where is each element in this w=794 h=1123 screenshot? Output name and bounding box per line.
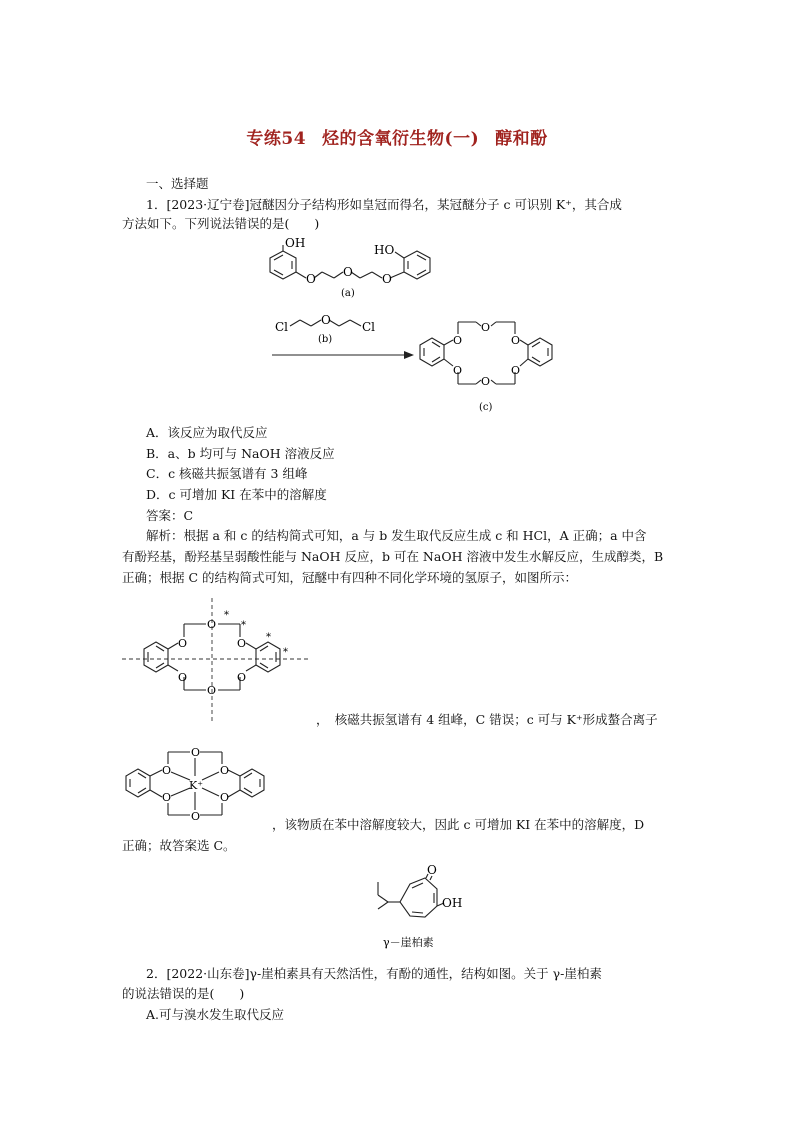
q2-stem-line2: 的说法错误的是( ) <box>122 986 245 1001</box>
atom-o: O <box>343 265 353 279</box>
atom-o: O <box>453 334 463 347</box>
atom-o: O <box>481 375 491 388</box>
atom-o: O <box>321 313 331 327</box>
structure-a <box>262 238 442 300</box>
atom-o: O <box>453 364 463 377</box>
q1-option-a: A．该反应为取代反应 <box>146 425 268 440</box>
atom-cl: Cl <box>275 320 289 334</box>
atom-o: O <box>220 764 230 777</box>
h-marker-star: * <box>266 632 271 643</box>
arrow-head <box>404 351 414 359</box>
q1-option-b: B．a、b 均可与 NaOH 溶液反应 <box>146 446 335 461</box>
structure-c <box>414 312 560 416</box>
atom-o: O <box>207 684 217 697</box>
h-marker-star: * <box>241 620 246 631</box>
h-marker-star: * <box>224 610 229 621</box>
atom-o: O <box>237 671 247 684</box>
q1-analysis-line1: 解析：根据 a 和 c 的结构简式可知，a 与 b 发生取代反应生成 c 和 HCl，A 正确；a 中含 <box>146 528 647 543</box>
atom-o: O <box>191 810 201 823</box>
atom-o: O <box>162 791 172 804</box>
q2-stem-line1: 2．[2022·山东卷]γ-崖柏素具有天然活性，有酚的通性，结构如图。关于 γ-崖柏素 <box>146 966 602 981</box>
atom-o: O <box>178 671 188 684</box>
atom-o: O <box>237 637 247 650</box>
q1-analysis-line2: 有酚羟基，酚羟基呈弱酸性能与 NaOH 反应，b 可在 NaOH 溶液中发生水解反应，生成醇类，B <box>122 549 664 564</box>
atom-ho: HO <box>374 243 395 257</box>
reaction-arrow-with-b <box>270 312 420 364</box>
atom-o: O <box>207 618 217 631</box>
atom-oh: OH <box>442 896 463 910</box>
atom-o: O <box>382 272 392 286</box>
h-marker-star: * <box>283 647 288 658</box>
q1-analysis-line3: 正确；根据 C 的结构简式可知，冠醚中有四种不同化学环境的氢原子，如图所示： <box>122 570 578 585</box>
atom-o: O <box>306 272 316 286</box>
structure-k-complex <box>120 738 270 834</box>
label-a: (a) <box>341 288 355 299</box>
atom-o: O <box>481 321 491 334</box>
q1-answer: 答案：C <box>146 508 194 523</box>
atom-k-plus: K⁺ <box>189 779 204 792</box>
q1-analysis-line5: ，该物质在苯中溶解度较大，因此 c 可增加 KI 在苯中的溶解度，D <box>272 817 645 832</box>
atom-cl: Cl <box>362 320 376 334</box>
structure-c-symmetry <box>118 596 318 724</box>
atom-oh: OH <box>285 236 306 250</box>
atom-o: O <box>191 746 201 759</box>
q1-analysis-line6: 正确；故答案选 C。 <box>122 838 236 853</box>
atom-o: O <box>427 863 437 877</box>
label-c: (c) <box>479 402 493 413</box>
q1-stem-line2: 方法如下。下列说法错误的是( ) <box>122 216 320 231</box>
q1-stem-line1: 1．[2023·辽宁卷]冠醚因分子结构形如皇冠而得名，某冠醚分子 c 可识别 K⁺，其合成 <box>146 197 622 212</box>
section-heading: 一、选择题 <box>146 176 209 191</box>
label-b: (b) <box>318 334 333 345</box>
atom-o: O <box>511 364 521 377</box>
atom-o: O <box>511 334 521 347</box>
q1-analysis-line4: ， 核磁共振氢谱有 4 组峰，C 错误；c 可与 K⁺形成螯合离子 <box>316 712 658 727</box>
atom-o: O <box>162 764 172 777</box>
q1-option-d: D．c 可增加 KI 在苯中的溶解度 <box>146 487 327 502</box>
atom-o: O <box>220 791 230 804</box>
structure-label: γ－崖柏素 <box>383 936 434 949</box>
page-title: 专练54 烃的含氧衍生物(一) 醇和酚 <box>246 129 548 149</box>
q1-option-c: C．c 核磁共振氢谱有 3 组峰 <box>146 466 308 481</box>
q2-option-a: A.可与溴水发生取代反应 <box>146 1007 285 1022</box>
atom-o: O <box>178 637 188 650</box>
structure-gamma-thujaplicin <box>350 860 470 952</box>
